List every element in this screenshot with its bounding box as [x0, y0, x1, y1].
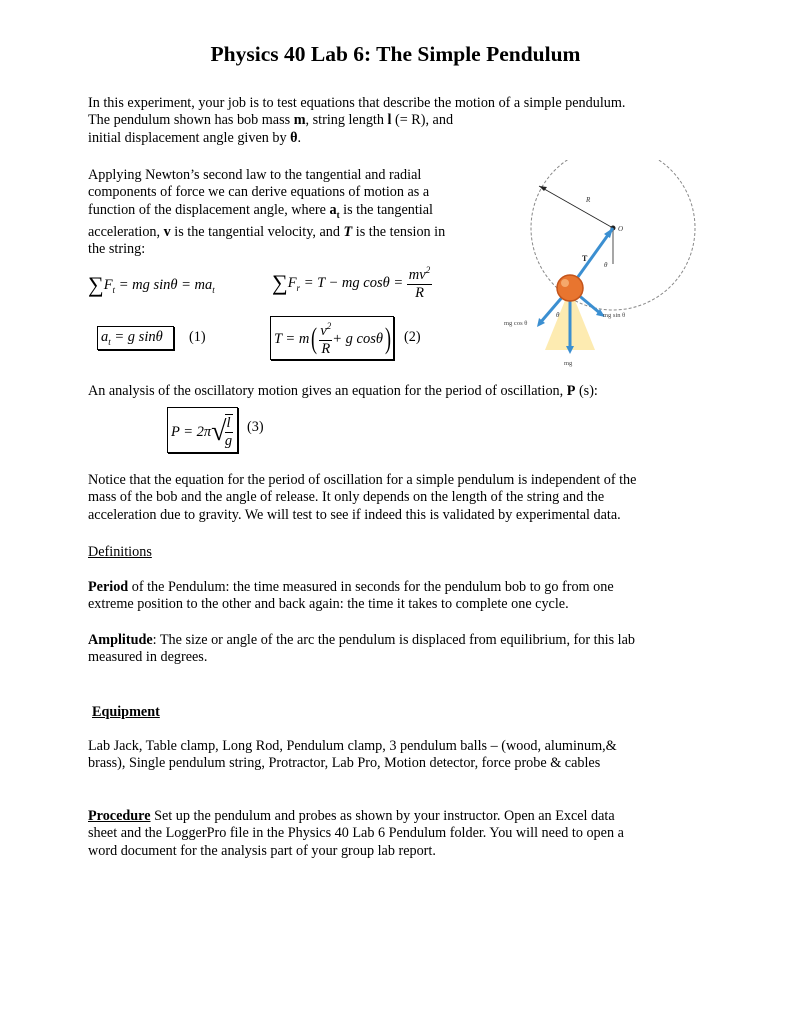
newton-line-5: the string: — [88, 241, 146, 258]
newton-line-1: Applying Newton’s second law to the tangential and radial — [88, 167, 422, 183]
svg-text:T: T — [582, 254, 588, 263]
radial-force-equation: $\sum F_r = T$ − mg cosθ = $\frac{mv^2}{R}$ — [272, 265, 431, 301]
svg-text:R: R — [586, 196, 591, 204]
equation-1-label: (1) — [189, 329, 206, 345]
equation-3-label: (3) — [247, 419, 264, 435]
intro-line-3: initial displacement angle given by θ. — [88, 129, 302, 146]
page-title: Physics 40 Lab 6: The Simple Pendulum — [210, 42, 581, 66]
analysis-sentence: An analysis of the oscillatory motion gives an equation for the period of oscillation, P (s): — [88, 383, 598, 399]
notice-paragraph: Notice that the equation for the period of oscillation for a simple pendulum is independent of the mass of the bob and the angle of release. It only depends on the length of the string and the acceleration due to gravity. We will test to see if indeed this is validated by experimental data. — [88, 472, 637, 523]
equation-2-box: T = m( $\frac{v^2}{R}$ + g cosθ) — [270, 316, 394, 360]
newton-paragraph — [88, 167, 508, 258]
equation-1-box: $a_t = g$ sinθ — [97, 326, 174, 350]
tangential-force-equation: $\sum F_t$ = mg $\sin\theta = ma_t$ — [88, 272, 215, 297]
svg-text:mg: mg — [564, 360, 573, 367]
intro-line-1: In this experiment, your job is to test equations that describe the motion of a simple pendulum. — [88, 95, 626, 111]
pendulum-diagram — [500, 160, 700, 370]
intro-paragraph — [88, 95, 625, 147]
newton-line-2: components of force we can derive equations of motion as a — [88, 184, 430, 201]
equation-2-label: (2) — [404, 329, 421, 345]
equation-3-box: P = 2π√ $\frac{l}{g}$ — [167, 407, 238, 453]
procedure-paragraph: Procedure Set up the pendulum and probes as shown by your instructor. Open an Excel data sheet and the LoggerPro file in the Physics 40 Lab 6 Pendulum folder. You will need to open a word document for the analysis part of your group lab report. — [88, 808, 624, 859]
period-definition: Period of the Pendulum: the time measured in seconds for the pendulum bob to go from one extreme position to the other and back again: the time it takes to complete one cycle. — [88, 579, 614, 613]
equipment-heading: Equipment — [92, 704, 160, 720]
svg-text:O: O — [618, 225, 624, 233]
svg-text:θ: θ — [604, 261, 608, 269]
svg-text:θ: θ — [556, 311, 560, 319]
definitions-heading: Definitions — [88, 544, 152, 560]
newton-line-4: acceleration, v is the tangential velocity, and T is the tension in — [88, 223, 446, 240]
equipment-list: Lab Jack, Table clamp, Long Rod, Pendulum clamp, 3 pendulum balls – (wood, aluminum,& brass), Single pendulum string, Protractor, Lab Pro, Motion detector, force probe & cables — [88, 738, 617, 772]
amplitude-definition: Amplitude: The size or angle of the arc the pendulum is displaced from equilibrium, for this lab measured in degrees. — [88, 632, 636, 666]
svg-text:mg sin θ: mg sin θ — [603, 312, 626, 319]
svg-text:mg cos θ: mg cos θ — [504, 320, 528, 327]
intro-line-2: The pendulum shown has bob mass m, string length l (= R), and — [88, 112, 454, 129]
newton-line-3: function of the displacement angle, where $a_t$ is the tangential — [88, 201, 433, 220]
